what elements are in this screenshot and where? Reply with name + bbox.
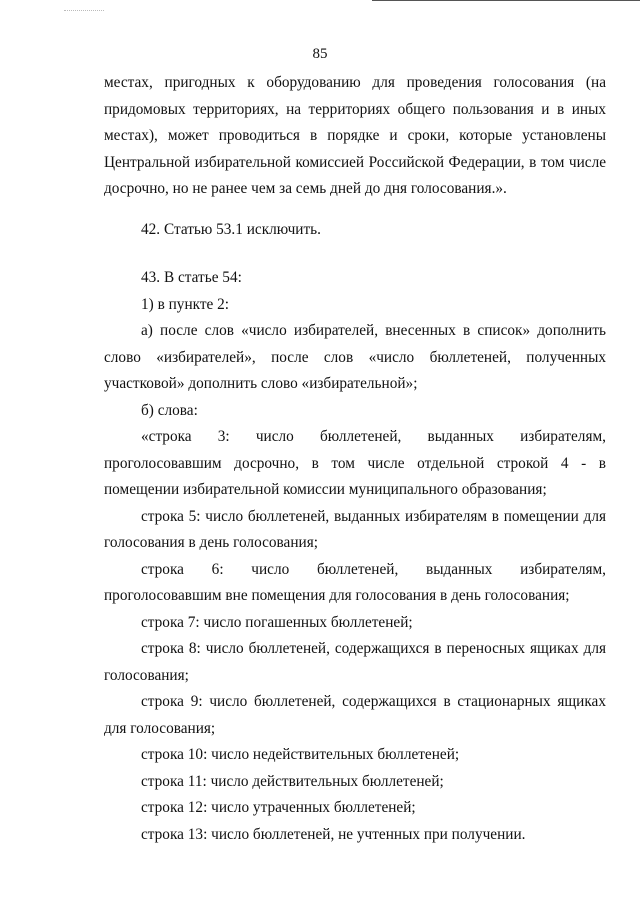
paragraph-subitem-a: а) после слов «число избирателей, внесенных в список» дополнить слово «избирателей», после слов «число бюллетеней, полученных участковой» дополнить слово «избирательной»;: [104, 322, 606, 392]
paragraph-line-12: строка 12: число утраченных бюллетеней;: [141, 799, 416, 816]
paragraph-line-7: строка 7: число погашенных бюллетеней;: [141, 613, 413, 631]
paragraph-line-10: строка 10: число недействительных бюллетеней;: [141, 746, 460, 763]
page-number: 85: [312, 46, 328, 62]
paragraph-subitem-b: б) слова:: [141, 401, 198, 419]
paragraph-line-13: строка 13: число бюллетеней, не учтенных при получении.: [141, 825, 526, 843]
paragraph-article-42: 42. Статью 53.1 исключить.: [141, 220, 321, 238]
top-scan-rule: [372, 0, 640, 1]
document-body: [104, 70, 606, 848]
paragraph-line-5: строка 5: число бюллетеней, выданных избирателям в помещении для голосования в день голосования;: [104, 507, 606, 551]
paragraph-line-3: «строка 3: число бюллетеней, выданных избирателям, проголосовавшим досрочно, в том числе отдельной строкой 4 - в помещении избирательной комиссии муниципального образования;: [104, 428, 606, 498]
paragraph-line-9: строка 9: число бюллетеней, содержащихся в стационарных ящиках для голосования;: [104, 693, 606, 737]
paragraph-article-43: 43. В статье 54:: [141, 269, 242, 286]
scan-specks: [64, 10, 104, 15]
paragraph-line-6: строка 6: число бюллетеней, выданных избирателям, проголосовавшим вне помещения для голосования в день голосования;: [104, 560, 606, 604]
paragraph-continuation: местах, пригодных к оборудованию для проведения голосования (на придомовых территориях, на территориях общего пользования и в иных местах), может проводиться в порядке и сроки, которые установлены Центральной избирательной комиссией Российской Федерации, в том числе досрочно, но не ранее чем за семь дней до дня голосования.».: [104, 74, 606, 197]
paragraph-item-1: 1) в пункте 2:: [141, 295, 230, 313]
paragraph-line-11: строка 11: число действительных бюллетеней;: [141, 772, 444, 790]
paragraph-line-8: строка 8: число бюллетеней, содержащихся в переносных ящиках для голосования;: [104, 640, 606, 684]
